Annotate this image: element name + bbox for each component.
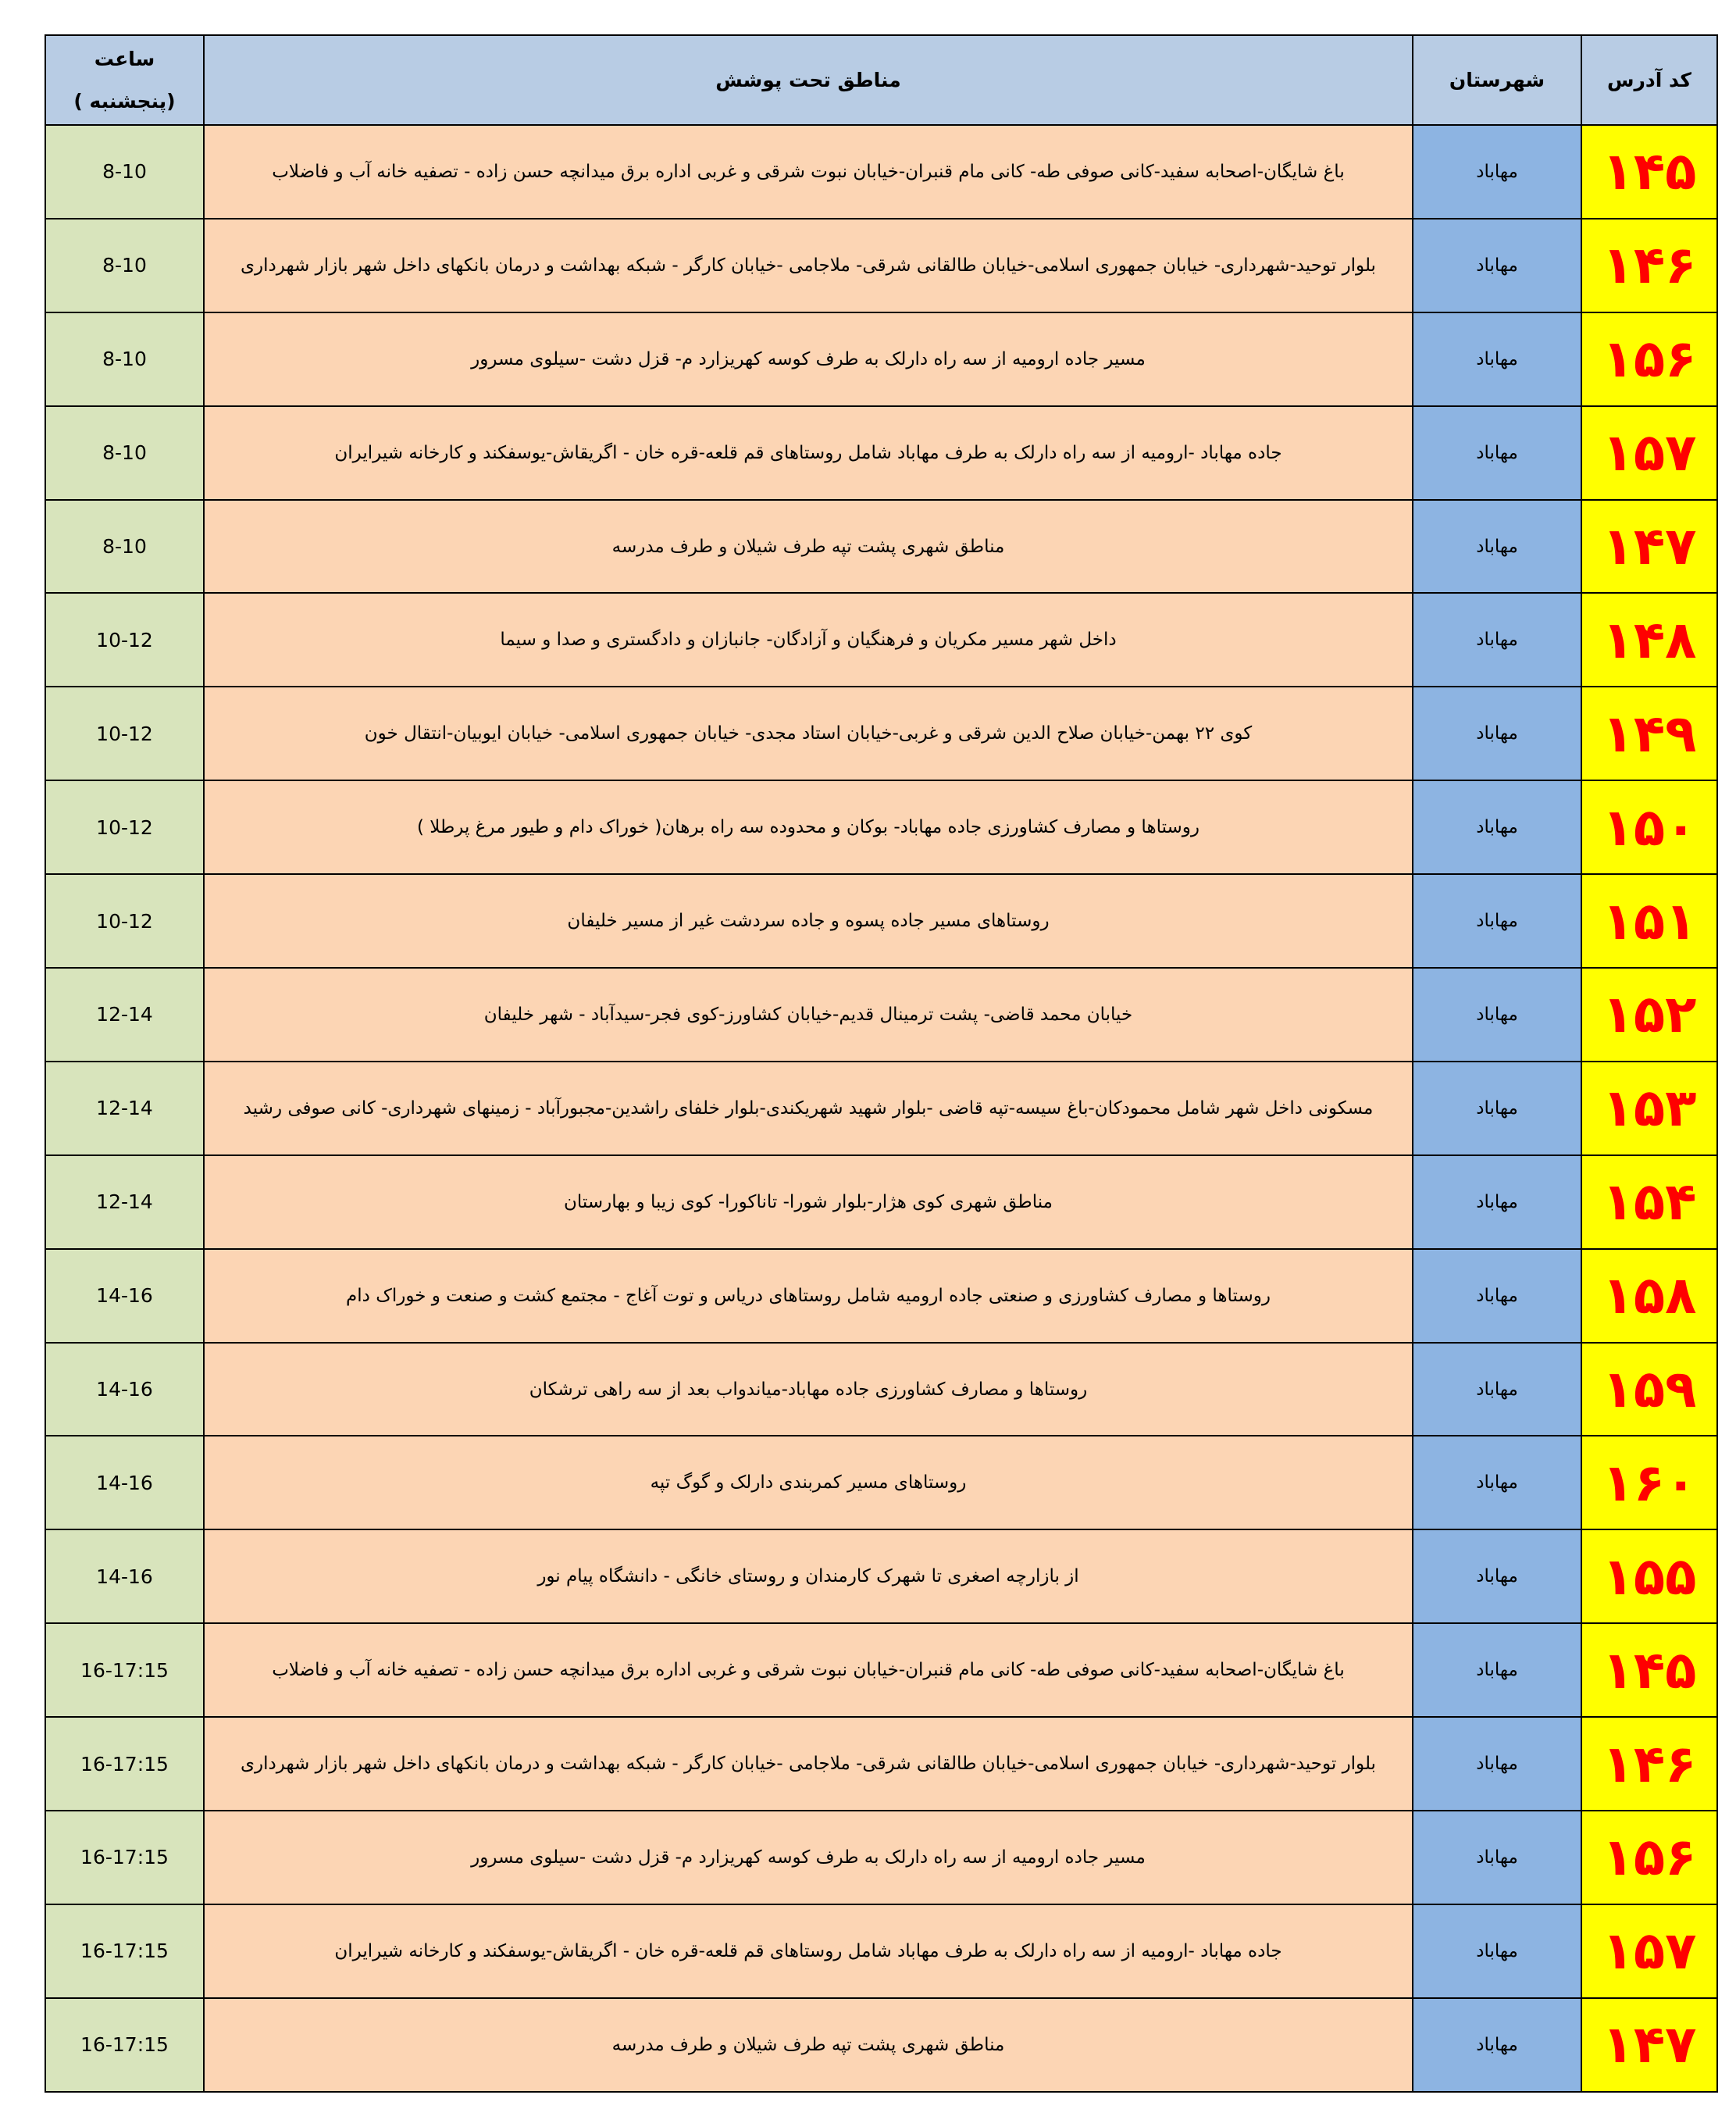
coverage-areas-cell: جاده مهاباد -ارومیه از سه راه دارلک به طرف مهاباد شامل روستاهای قم قلعه-قره خان - اگریقاش-یوسفکند و کارخانه شیرایران: [204, 1904, 1413, 1998]
county-cell: مهاباد: [1413, 593, 1581, 687]
county-cell: مهاباد: [1413, 1155, 1581, 1249]
address-code-cell: ۱۵۹: [1581, 1343, 1717, 1436]
address-code-cell: ۱۴۵: [1581, 1623, 1717, 1717]
table-row: [45, 687, 1717, 780]
table-row: [45, 1249, 1717, 1343]
county-cell: مهاباد: [1413, 312, 1581, 406]
address-code-cell: ۱۵۷: [1581, 1904, 1717, 1998]
time-slot-cell: 8-10: [45, 125, 204, 219]
table-row: [45, 312, 1717, 406]
coverage-areas-cell: باغ شایگان-اصحابه سفید-کانی صوفی طه- کانی مام قنبران-خیابان نبوت شرقی و غربی اداره برق میدانچه حسن زاده - تصفیه خانه آب و فاضلاب: [204, 1623, 1413, 1717]
time-slot-cell: 14-16: [45, 1343, 204, 1436]
table-row: [45, 1623, 1717, 1717]
address-code-cell: ۱۵۶: [1581, 312, 1717, 406]
time-slot-cell: 16-17:15: [45, 1904, 204, 1998]
column-header-time-day: (پنجشنبه ): [73, 89, 176, 112]
coverage-areas-cell: بلوار توحید-شهرداری- خیابان جمهوری اسلامی-خیابان طالقانی شرقی- ملاجامی -خیابان کارگر - شبکه بهداشت و درمان بانکهای داخل شهر بازار شهرداری: [204, 219, 1413, 312]
county-cell: مهاباد: [1413, 1717, 1581, 1811]
county-cell: مهاباد: [1413, 1529, 1581, 1623]
county-cell: مهاباد: [1413, 1062, 1581, 1155]
county-cell: مهاباد: [1413, 1998, 1581, 2092]
address-code-cell: ۱۴۸: [1581, 593, 1717, 687]
time-slot-cell: 14-16: [45, 1529, 204, 1623]
table-row: [45, 1998, 1717, 2092]
coverage-areas-cell: بلوار توحید-شهرداری- خیابان جمهوری اسلامی-خیابان طالقانی شرقی- ملاجامی -خیابان کارگر - شبکه بهداشت و درمان بانکهای داخل شهر بازار شهرداری: [204, 1717, 1413, 1811]
time-slot-cell: 16-17:15: [45, 1998, 204, 2092]
time-slot-cell: 12-14: [45, 968, 204, 1062]
table-row: [45, 593, 1717, 687]
column-header-code: کد آدرس: [1581, 35, 1717, 125]
address-code-cell: ۱۴۷: [1581, 500, 1717, 594]
coverage-areas-cell: مناطق شهری کوی هژار-بلوار شورا- تاناکورا- کوی زیبا و بهارستان: [204, 1155, 1413, 1249]
county-cell: مهاباد: [1413, 219, 1581, 312]
coverage-areas-cell: خیابان محمد قاضی- پشت ترمینال قدیم-خیابان کشاورز-کوی فجر-سیدآباد - شهر خلیفان: [204, 968, 1413, 1062]
table-row: [45, 125, 1717, 219]
address-code-cell: ۱۵۴: [1581, 1155, 1717, 1249]
address-code-cell: ۱۵۷: [1581, 406, 1717, 500]
address-code-cell: ۱۶۰: [1581, 1436, 1717, 1529]
column-header-time: [45, 35, 204, 125]
county-cell: مهاباد: [1413, 125, 1581, 219]
address-code-cell: ۱۵۰: [1581, 780, 1717, 874]
table-row: [45, 1343, 1717, 1436]
county-cell: مهاباد: [1413, 968, 1581, 1062]
address-code-cell: ۱۵۸: [1581, 1249, 1717, 1343]
address-code-cell: ۱۵۲: [1581, 968, 1717, 1062]
table-row: [45, 1904, 1717, 1998]
table-row: [45, 1717, 1717, 1811]
header-row: [45, 35, 1717, 125]
table-row: [45, 219, 1717, 312]
coverage-areas-cell: مناطق شهری پشت تپه طرف شیلان و طرف مدرسه: [204, 1998, 1413, 2092]
time-slot-cell: 14-16: [45, 1249, 204, 1343]
table-row: [45, 1811, 1717, 1904]
coverage-areas-cell: از بازارچه اصغری تا شهرک کارمندان و روستای خانگی - دانشگاه پیام نور: [204, 1529, 1413, 1623]
time-slot-cell: 8-10: [45, 500, 204, 594]
address-code-cell: ۱۵۵: [1581, 1529, 1717, 1623]
time-slot-cell: 14-16: [45, 1436, 204, 1529]
table-row: [45, 968, 1717, 1062]
county-cell: مهاباد: [1413, 1436, 1581, 1529]
county-cell: مهاباد: [1413, 1249, 1581, 1343]
time-slot-cell: 12-14: [45, 1062, 204, 1155]
county-cell: مهاباد: [1413, 780, 1581, 874]
coverage-areas-cell: مسیر جاده ارومیه از سه راه دارلک به طرف کوسه کهریزارد م- قزل دشت -سیلوی مسرور: [204, 1811, 1413, 1904]
time-slot-cell: 10-12: [45, 874, 204, 968]
table-row: [45, 874, 1717, 968]
county-cell: مهاباد: [1413, 500, 1581, 594]
time-slot-cell: 8-10: [45, 406, 204, 500]
county-cell: مهاباد: [1413, 1343, 1581, 1436]
address-code-cell: ۱۴۵: [1581, 125, 1717, 219]
coverage-areas-cell: مسیر جاده ارومیه از سه راه دارلک به طرف کوسه کهریزارد م- قزل دشت -سیلوی مسرور: [204, 312, 1413, 406]
coverage-areas-cell: مسکونی داخل شهر شامل محمودکان-باغ سیسه-تپه قاضی -بلوار شهید شهریکندی-بلوار خلفای راشدین-مجبورآباد - زمینهای شهرداری- کانی صوفی رشید: [204, 1062, 1413, 1155]
time-slot-cell: 16-17:15: [45, 1623, 204, 1717]
outage-schedule-table: [45, 34, 1718, 2093]
county-cell: مهاباد: [1413, 874, 1581, 968]
address-code-cell: ۱۵۱: [1581, 874, 1717, 968]
table-row: [45, 406, 1717, 500]
table-row: [45, 1436, 1717, 1529]
address-code-cell: ۱۴۹: [1581, 687, 1717, 780]
coverage-areas-cell: داخل شهر مسیر مکریان و فرهنگیان و آزادگان- جانبازان و دادگستری و صدا و سیما: [204, 593, 1413, 687]
coverage-areas-cell: روستاهای مسیر کمربندی دارلک و گوگ تپه: [204, 1436, 1413, 1529]
county-cell: مهاباد: [1413, 1623, 1581, 1717]
coverage-areas-cell: روستاها و مصارف کشاورزی و صنعتی جاده ارومیه شامل روستاهای درياس و توت آغاج - مجتمع کشت و صنعت و خوراک دام: [204, 1249, 1413, 1343]
column-header-county: شهرستان: [1413, 35, 1581, 125]
address-code-cell: ۱۴۶: [1581, 219, 1717, 312]
time-slot-cell: 16-17:15: [45, 1717, 204, 1811]
column-header-areas: مناطق تحت پوشش: [204, 35, 1413, 125]
column-header-time-title: ساعت: [94, 47, 155, 70]
time-slot-cell: 10-12: [45, 593, 204, 687]
address-code-cell: ۱۵۳: [1581, 1062, 1717, 1155]
county-cell: مهاباد: [1413, 1904, 1581, 1998]
time-slot-cell: 10-12: [45, 687, 204, 780]
county-cell: مهاباد: [1413, 1811, 1581, 1904]
time-slot-cell: 12-14: [45, 1155, 204, 1249]
time-slot-cell: 8-10: [45, 219, 204, 312]
county-cell: مهاباد: [1413, 687, 1581, 780]
time-slot-cell: 8-10: [45, 312, 204, 406]
coverage-areas-cell: روستاها و مصارف کشاورزی جاده مهاباد-میاندواب بعد از سه راهی ترشکان: [204, 1343, 1413, 1436]
table-row: [45, 1155, 1717, 1249]
table-row: [45, 780, 1717, 874]
coverage-areas-cell: کوی ۲۲ بهمن-خیابان صلاح الدین شرقی و غربی-خیابان استاد مجدی- خیابان جمهوری اسلامی- خیابان ایوبیان-انتقال خون: [204, 687, 1413, 780]
table-row: [45, 500, 1717, 594]
coverage-areas-cell: جاده مهاباد -ارومیه از سه راه دارلک به طرف مهاباد شامل روستاهای قم قلعه-قره خان - اگریقاش-یوسفکند و کارخانه شیرایران: [204, 406, 1413, 500]
time-slot-cell: 10-12: [45, 780, 204, 874]
table-row: [45, 1062, 1717, 1155]
address-code-cell: ۱۴۶: [1581, 1717, 1717, 1811]
coverage-areas-cell: مناطق شهری پشت تپه طرف شیلان و طرف مدرسه: [204, 500, 1413, 594]
county-cell: مهاباد: [1413, 406, 1581, 500]
address-code-cell: ۱۴۷: [1581, 1998, 1717, 2092]
table-row: [45, 1529, 1717, 1623]
address-code-cell: ۱۵۶: [1581, 1811, 1717, 1904]
coverage-areas-cell: باغ شایگان-اصحابه سفید-کانی صوفی طه- کانی مام قنبران-خیابان نبوت شرقی و غربی اداره برق میدانچه حسن زاده - تصفیه خانه آب و فاضلاب: [204, 125, 1413, 219]
time-slot-cell: 16-17:15: [45, 1811, 204, 1904]
coverage-areas-cell: روستاها و مصارف کشاورزی جاده مهاباد- بوکان و محدوده سه راه برهان( خوراک دام و طیور مرغ پرطلا ): [204, 780, 1413, 874]
coverage-areas-cell: روستاهای مسیر جاده پسوه و جاده سردشت غیر از مسیر خلیفان: [204, 874, 1413, 968]
